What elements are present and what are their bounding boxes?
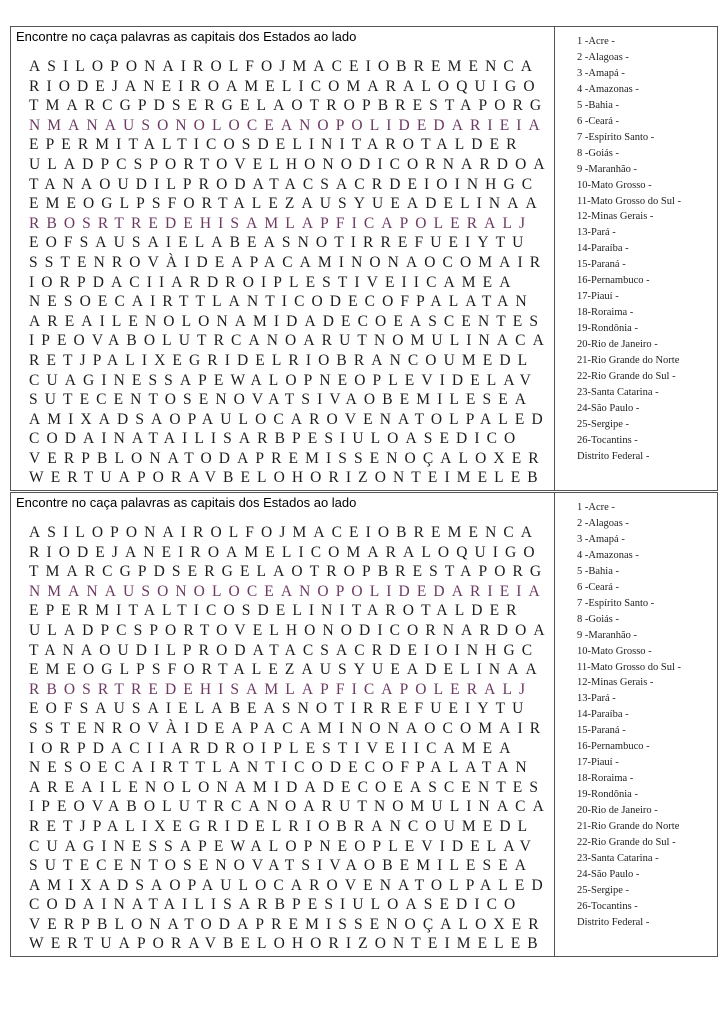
grid-row: RIODEJANEIROAMELICOMARALOQUIGO — [29, 77, 542, 95]
state-item: 22-Rio Grande do Sul - — [577, 837, 676, 849]
state-item: 18-Roraima - — [577, 307, 634, 319]
state-item: 18-Roraima - — [577, 773, 634, 785]
state-item: Distrito Federal - — [577, 450, 650, 462]
grid-row: RETJPALIXEGRIDELRIOBRANCOUMEDL — [29, 351, 535, 369]
grid-row: TANAOUDILPRODATACSACRDEIOINHGC — [29, 175, 540, 193]
letter-grid — [29, 57, 552, 488]
grid-row: TMARCGPDSERGELAOTROPBRESTAPORG — [29, 563, 549, 581]
state-item: 6 -Ceará - — [577, 115, 619, 127]
state-item: 21-Rio Grande do Norte — [577, 355, 680, 367]
state-item: 20-Rio de Janeiro - — [577, 805, 658, 817]
state-item: 26-Tocantins - — [577, 900, 638, 912]
grid-row: RBOSRTREDEHISAMLAPFICAPOLERALJ — [29, 214, 533, 232]
state-item: 9 -Maranhão - — [577, 163, 638, 175]
word-search-panel — [11, 493, 555, 956]
state-item: 24-São Paulo - — [577, 868, 640, 880]
letter-grid — [29, 523, 552, 954]
worksheet-bottom — [10, 492, 718, 957]
grid-row: TMARCGPDSERGELAOTROPBRESTAPORG — [29, 97, 549, 115]
grid-row: ASILOPONAIROLFOJMACEIOBREMENCA — [29, 58, 540, 75]
states-list — [577, 500, 681, 931]
instruction-title: Encontre no caça palavras as capitais dos Estados ao lado — [16, 29, 357, 44]
states-panel — [555, 27, 717, 490]
state-item: 1 -Acre - — [577, 36, 615, 47]
grid-row: WERTUAPORAVBELOHORIZONTEIMELEB — [29, 935, 545, 953]
states-list — [577, 34, 681, 465]
state-item: 3 -Amapá - — [577, 67, 625, 79]
state-item: 5 -Bahia - — [577, 565, 619, 577]
state-item: 22-Rio Grande do Sul - — [577, 371, 676, 383]
grid-row: VERPBLONATODAPREMISSENOÇALOXER — [29, 915, 546, 933]
state-item: 19-Rondônia - — [577, 789, 638, 801]
grid-row: SSTENROVÀIDEAPACAMINONAOCOMAIR — [29, 719, 548, 737]
state-item: Distrito Federal - — [577, 916, 650, 928]
state-item: 23-Santa Catarina - — [577, 386, 659, 398]
grid-row: IORPDACIIARDROIPLESTIVEIICAMEA — [29, 739, 518, 757]
state-item: 7 -Espírito Santo - — [577, 597, 655, 609]
state-item: 4 -Amazonas - — [577, 549, 639, 561]
state-item: 25-Sergipe - — [577, 884, 630, 896]
grid-row: RETJPALIXEGRIDELRIOBRANCOUMEDL — [29, 817, 535, 835]
grid-row: VERPBLONATODAPREMISSENOÇALOXER — [29, 449, 546, 467]
grid-row: IPEOVABOLUTRCANOARUTNOMULINACA — [29, 798, 551, 816]
grid-row: EPERMITALTICOSDELINITAROTALDER — [29, 136, 524, 154]
state-item: 14-Paraíba - — [577, 243, 629, 255]
grid-row: ASILOPONAIROLFOJMACEIOBREMENCA — [29, 524, 540, 541]
grid-row: RIODEJANEIROAMELICOMARALOQUIGO — [29, 543, 542, 561]
state-item: 8 -Goiás - — [577, 147, 619, 159]
grid-row: EPERMITALTICOSDELINITAROTALDER — [29, 602, 524, 620]
grid-row: CUAGINESSAPEWALOPNEOPLEVIDELAV — [29, 837, 538, 855]
state-item: 11-Mato Grosso do Sul - — [577, 661, 682, 673]
grid-row: NESOECAIRTTLANTICODECOFPALATAN — [29, 759, 534, 777]
grid-row: ULADPCSPORTOVELHONODICORNARDOA — [29, 621, 552, 639]
grid-row: EMEOGLPSFORTALEZAUSYUEADELINAA — [29, 195, 544, 213]
grid-row: EOFSAUSAIELABEASNOTIRREFUEIYTU — [29, 700, 531, 718]
state-item: 16-Pernambuco - — [577, 741, 650, 753]
state-item: 17-Piauí - — [577, 757, 619, 769]
state-item: 2 -Alagoas - — [577, 51, 629, 63]
state-item: 24-São Paulo - — [577, 402, 640, 414]
state-item: 4 -Amazonas - — [577, 83, 639, 95]
state-item: 10-Mato Grosso - — [577, 179, 652, 191]
state-item: 23-Santa Catarina - — [577, 852, 659, 864]
grid-row: EOFSAUSAIELABEASNOTIRREFUEIYTU — [29, 234, 531, 252]
grid-row: NMANAUSONOLOCEANOPOLIDEDARIEIA — [29, 116, 547, 134]
grid-row: CODAINATAILISARBPESIULOASEDICO — [29, 896, 523, 914]
grid-row: AMIXADSAOPAULOCAROVENATOLPALED — [29, 876, 550, 894]
state-item: 14-Paraíba - — [577, 709, 629, 721]
state-item: 15-Paraná - — [577, 725, 626, 737]
state-item: 10-Mato Grosso - — [577, 645, 652, 657]
state-item: 19-Rondônia - — [577, 323, 638, 335]
state-item: 16-Pernambuco - — [577, 275, 650, 287]
state-item: 21-Rio Grande do Norte — [577, 821, 680, 833]
state-item: 13-Pará - — [577, 693, 616, 705]
grid-row: IPEOVABOLUTRCANOARUTNOMULINACA — [29, 332, 551, 350]
state-item: 17-Piauí - — [577, 291, 619, 303]
states-panel — [555, 493, 717, 956]
state-item: 5 -Bahia - — [577, 99, 619, 111]
grid-row: EMEOGLPSFORTALEZAUSYUEADELINAA — [29, 661, 544, 679]
instruction-title: Encontre no caça palavras as capitais dos Estados ao lado — [16, 495, 357, 510]
grid-row: AMIXADSAOPAULOCAROVENATOLPALED — [29, 410, 550, 428]
state-item: 6 -Ceará - — [577, 581, 619, 593]
grid-row: RBOSRTREDEHISAMLAPFICAPOLERALJ — [29, 680, 533, 698]
grid-row: AREAILENOLONAMIDADECOEASCENTES — [29, 312, 546, 330]
state-item: 12-Minas Gerais - — [577, 677, 654, 689]
grid-row: SUTECENTOSENOVATSIVAOBEMILESEA — [29, 391, 534, 409]
grid-row: TANAOUDILPRODATACSACRDEIOINHGC — [29, 641, 540, 659]
state-item: 25-Sergipe - — [577, 418, 630, 430]
state-item: 12-Minas Gerais - — [577, 211, 654, 223]
state-item: 26-Tocantins - — [577, 434, 638, 446]
grid-row: NESOECAIRTTLANTICODECOFPALATAN — [29, 293, 534, 311]
state-item: 3 -Amapá - — [577, 533, 625, 545]
worksheet-top — [10, 26, 718, 491]
grid-row: SSTENROVÀIDEAPACAMINONAOCOMAIR — [29, 253, 548, 271]
grid-row: CODAINATAILISARBPESIULOASEDICO — [29, 430, 523, 448]
state-item: 15-Paraná - — [577, 259, 626, 271]
grid-row: NMANAUSONOLOCEANOPOLIDEDARIEIA — [29, 582, 547, 600]
state-item: 2 -Alagoas - — [577, 517, 629, 529]
grid-row: SUTECENTOSENOVATSIVAOBEMILESEA — [29, 857, 534, 875]
state-item: 20-Rio de Janeiro - — [577, 339, 658, 351]
state-item: 7 -Espírito Santo - — [577, 131, 655, 143]
state-item: 11-Mato Grosso do Sul - — [577, 195, 682, 207]
grid-row: ULADPCSPORTOVELHONODICORNARDOA — [29, 155, 552, 173]
grid-row: AREAILENOLONAMIDADECOEASCENTES — [29, 778, 546, 796]
state-item: 1 -Acre - — [577, 502, 615, 513]
grid-row: WERTUAPORAVBELOHORIZONTEIMELEB — [29, 469, 545, 487]
state-item: 8 -Goiás - — [577, 613, 619, 625]
word-search-panel — [11, 27, 555, 490]
state-item: 9 -Maranhão - — [577, 629, 638, 641]
grid-row: CUAGINESSAPEWALOPNEOPLEVIDELAV — [29, 371, 538, 389]
state-item: 13-Pará - — [577, 227, 616, 239]
grid-row: IORPDACIIARDROIPLESTIVEIICAMEA — [29, 273, 518, 291]
